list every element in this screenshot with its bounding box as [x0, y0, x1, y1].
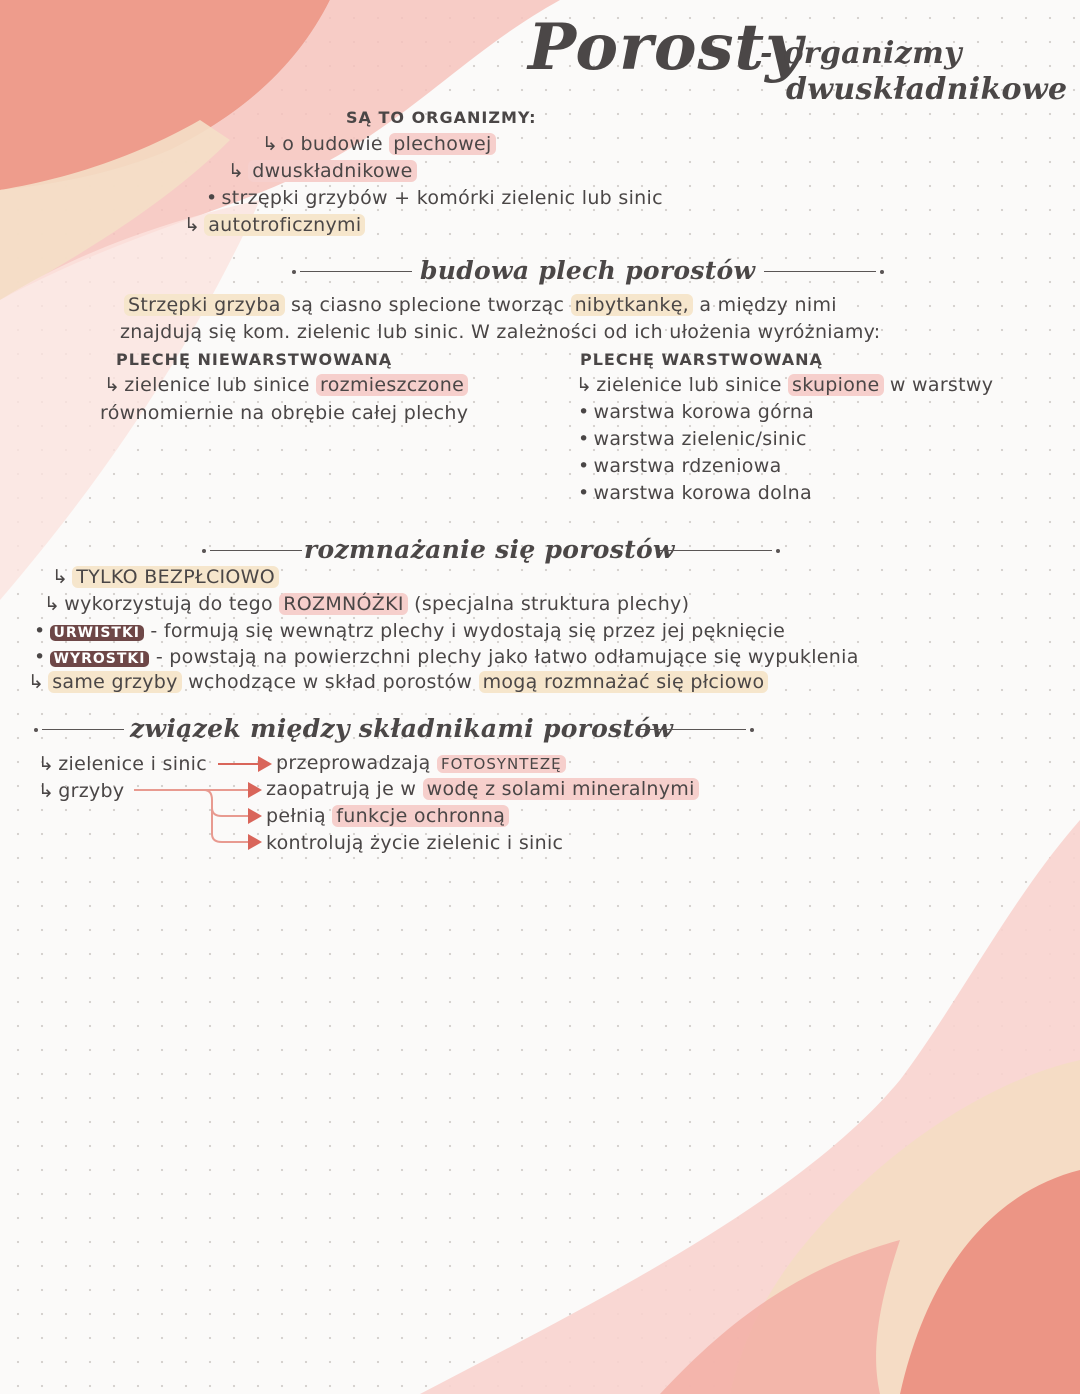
- budowa-p1-text-end: a między nimi: [699, 294, 837, 316]
- zwiazek-right-4: kontrolują życie zielenic i sinic: [266, 832, 564, 854]
- highlight-rozmnazac-plciowo: mogą rozmnażać się płciowo: [479, 671, 769, 693]
- rozmnazanie-line4-text: - powstają na powierzchni plechy jako łatwo odłamujące się wypuklenia: [155, 646, 859, 668]
- intro-highlight-plechowej: plechowej: [389, 133, 495, 155]
- highlight-same-grzyby: same grzyby: [48, 671, 181, 693]
- highlight-rozmnozki: ROZMNÓŻKI: [279, 593, 408, 615]
- return-arrow-icon: ↳: [38, 780, 55, 802]
- return-arrow-icon: ↳: [576, 374, 593, 396]
- highlight-skupione: skupione: [788, 374, 883, 396]
- rozmnazanie-line5-text: wchodzące w skład porostów: [188, 671, 473, 693]
- bullet-icon: •: [34, 620, 46, 642]
- bullet-icon: •: [578, 455, 590, 477]
- section-heading-rozmnazanie: rozmnażanie się porostów: [304, 535, 675, 564]
- return-arrow-icon: ↳: [28, 671, 45, 693]
- warstwa-item-text: warstwa korowa górna: [593, 401, 815, 423]
- page-title: Porosty: [528, 10, 804, 85]
- bullet-icon: •: [578, 401, 590, 423]
- intro-highlight-dwuskladnikowe: dwuskładnikowe: [248, 160, 416, 182]
- bullet-icon: •: [34, 646, 46, 668]
- return-arrow-icon: ↳: [262, 133, 279, 155]
- bullet-icon: •: [206, 187, 218, 209]
- plecha-niewarstwowana-line2: równomiernie na obrębie całej plechy: [100, 402, 469, 424]
- intro-heading: SĄ TO ORGANIZMY:: [346, 108, 537, 127]
- warstwowana-text: zielenice lub sinice: [596, 374, 782, 396]
- niewarstwowana-text: zielenice lub sinice: [124, 374, 310, 396]
- warstwowana-text-end: w warstwy: [889, 374, 994, 396]
- return-arrow-icon: ↳: [228, 160, 245, 182]
- return-arrow-icon: ↳: [104, 374, 121, 396]
- plecha-warstwowana-heading: PLECHĘ WARSTWOWANĄ: [580, 350, 823, 369]
- rozmnazanie-line2-text: wykorzystują do tego: [64, 593, 273, 615]
- zwiazek-left1-text: zielenice i sinic: [58, 753, 208, 775]
- warstwa-item-text: warstwa zielenic/sinic: [593, 428, 807, 450]
- warstwa-item-text: warstwa rdzeniowa: [593, 455, 782, 477]
- warstwa-item-text: warstwa korowa dolna: [593, 482, 812, 504]
- section-heading-zwiazek: związek między składnikami porostów: [130, 714, 674, 743]
- plecha-niewarstwowana-heading: PLECHĘ NIEWARSTWOWANĄ: [116, 350, 393, 369]
- budowa-highlight-nibytkanke: nibytkankę,: [571, 294, 693, 316]
- highlight-fotosynteze: FOTOSYNTEZĘ: [437, 755, 566, 773]
- bullet-icon: •: [578, 482, 590, 504]
- budowa-paragraph-line2: znajdują się kom. zielenic lub sinic. W zależności od ich ułożenia wyróżniamy:: [120, 321, 881, 343]
- arrow-icon: [212, 808, 260, 842]
- section-heading-budowa: budowa plech porostów: [420, 256, 756, 285]
- intro-line-1-text: o budowie: [282, 133, 383, 155]
- budowa-highlight-strzepki: Strzępki grzyba: [124, 294, 285, 316]
- budowa-p1-text: są ciasno splecione tworząc: [291, 294, 565, 316]
- zwiazek-r1-text: przeprowadzają: [276, 752, 431, 774]
- zwiazek-left2-text: grzyby: [58, 780, 125, 802]
- highlight-woda-sole: wodę z solami mineralnymi: [423, 778, 699, 800]
- page-subtitle-line1: - organizmy: [760, 36, 962, 71]
- zwiazek-r3-text: pełnią: [266, 805, 326, 827]
- rozmnazanie-line2-text-end: (specjalna struktura plechy): [414, 593, 690, 615]
- return-arrow-icon: ↳: [44, 593, 61, 615]
- intro-highlight-autotroficznymi: autotroficznymi: [204, 214, 365, 236]
- highlight-funkcje-ochronna: funkcje ochronną: [332, 805, 509, 827]
- intro-line-3-text: strzępki grzybów + komórki zielenic lub sinic: [221, 187, 663, 209]
- return-arrow-icon: ↳: [184, 214, 201, 236]
- highlight-rozmieszczone: rozmieszczone: [316, 374, 468, 396]
- zwiazek-r2-text: zaopatrują je w: [266, 778, 417, 800]
- highlight-wyrostki: WYROSTKI: [50, 651, 150, 667]
- bullet-icon: •: [578, 428, 590, 450]
- page-subtitle-line2: dwuskładnikowe: [786, 72, 1068, 107]
- return-arrow-icon: ↳: [52, 566, 69, 588]
- return-arrow-icon: ↳: [38, 753, 55, 775]
- highlight-tylko-bezplciowo: TYLKO BEZPŁCIOWO: [72, 566, 279, 588]
- highlight-urwistki: URWISTKI: [50, 625, 145, 641]
- rozmnazanie-line3-text: - formują się wewnątrz plechy i wydostają się przez jej pęknięcie: [150, 620, 786, 642]
